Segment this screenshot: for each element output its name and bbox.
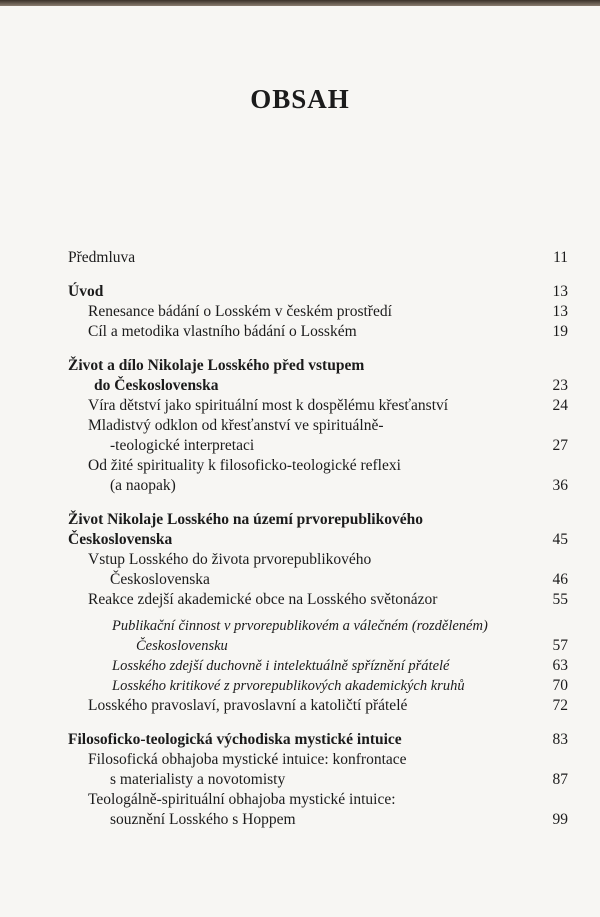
toc-entry-title: Reakce zdejší akademické obce na Losského světonázor [88,591,438,608]
toc-chapter[interactable] [68,510,568,550]
toc-entry[interactable] [68,396,568,416]
toc-entry[interactable] [68,248,568,268]
toc-entry-page: 55 [552,591,568,608]
toc-entry-line: Život Nikolaje Losského na území prvorepublikového [68,511,423,528]
toc-entry-line: Teologálně-spirituální obhajoba mystické intuice: [88,791,396,808]
toc-entry-line: Československu [136,638,228,654]
toc-entry-page: 83 [552,731,568,748]
toc-subentry[interactable] [68,656,568,676]
toc-entry-line: Od žité spirituality k filosoficko-teologické reflexi [88,457,401,474]
toc-subentry[interactable] [68,616,568,656]
toc-entry-page: 24 [552,397,568,414]
toc-chapter[interactable] [68,730,568,750]
toc-entry-page: 13 [552,283,568,300]
page-title: OBSAH [250,84,350,114]
toc-entry-title [68,456,528,496]
toc-entry-title: Filosoficko-teologická východiska mystické intuice [68,731,402,748]
toc-section-filosoficko-teologicka [68,730,568,830]
toc-entry-line: souznění Losského s Hoppem [110,811,296,828]
toc-entry-line: Publikační činnost v prvorepublikovém a válečném (rozděleném) [112,618,488,634]
toc-entry[interactable] [68,456,568,496]
toc-entry-page: 13 [552,303,568,320]
toc-entry[interactable] [68,590,568,610]
toc-entry-line: s materialisty a novotomisty [110,771,286,788]
toc-entry-title [68,750,528,790]
toc-entry-title: Cíl a metodika vlastního bádání o Losském [88,323,357,340]
toc-entry-page: 23 [552,377,568,394]
toc-entry-line: Život a dílo Nikolaje Losského před vstupem [68,357,365,374]
toc-entry-line: Československa [68,531,173,548]
toc-chapter[interactable] [68,282,568,302]
toc-section-predmluva [68,248,568,268]
toc-entry-title [68,356,528,396]
toc-entry-title: Losského kritikové z prvorepublikových akademických kruhů [112,678,465,694]
toc-entry[interactable] [68,322,568,342]
toc-entry-page: 36 [552,477,568,494]
page-top-edge [0,0,600,6]
toc-entry-title: Víra dětství jako spirituální most k dospělému křesťanství [88,397,449,414]
toc-entry-line: Vstup Losského do života prvorepublikového [88,551,372,568]
toc-entry-title [68,616,528,656]
toc-entry-line: do Československa [94,377,219,394]
toc-entry-line: (a naopak) [110,477,176,494]
toc-entry-page: 27 [552,437,568,454]
toc-entry-page: 63 [552,657,568,674]
toc-entry-page: 45 [552,531,568,548]
toc-entry-title: Předmluva [68,249,136,266]
toc-entry-page: 57 [552,637,568,654]
toc-entry-title: Úvod [68,283,104,300]
toc-entry-title [68,510,528,550]
toc-entry-page: 19 [552,323,568,340]
toc-entry-page: 99 [552,811,568,828]
toc-entry-title: Losského zdejší duchovně i intelektuálně spříznění přátelé [112,658,450,674]
toc-entry[interactable] [68,302,568,322]
toc-entry-page: 70 [552,677,568,694]
toc-chapter[interactable] [68,356,568,396]
toc-entry-page: 11 [553,249,568,266]
toc-entry-line: Československa [110,571,210,588]
toc-entry-page: 46 [552,571,568,588]
toc-section-zivot-v-cs [68,510,568,716]
toc-entry[interactable] [68,696,568,716]
toc-entry-title [68,790,528,830]
table-of-contents [68,248,568,830]
toc-subentry[interactable] [68,676,568,696]
toc-entry-title [68,416,528,456]
toc-entry[interactable] [68,790,568,830]
toc-entry-title: Losského pravoslaví, pravoslavní a katoličtí přátelé [88,697,408,714]
toc-entry-page: 72 [552,697,568,714]
toc-entry-title [68,550,528,590]
toc-section-zivot-a-dilo [68,356,568,496]
toc-section-uvod [68,282,568,342]
toc-entry[interactable] [68,550,568,590]
toc-entry-page: 87 [552,771,568,788]
toc-entry-line: Mladistvý odklon od křesťanství ve spirituálně- [88,417,384,434]
toc-entry-title: Renesance bádání o Losském v českém prostředí [88,303,392,320]
toc-entry-line: Filosofická obhajoba mystické intuice: konfrontace [88,751,407,768]
toc-entry-line: -teologické interpretaci [110,437,255,454]
toc-entry[interactable] [68,750,568,790]
toc-entry[interactable] [68,416,568,456]
